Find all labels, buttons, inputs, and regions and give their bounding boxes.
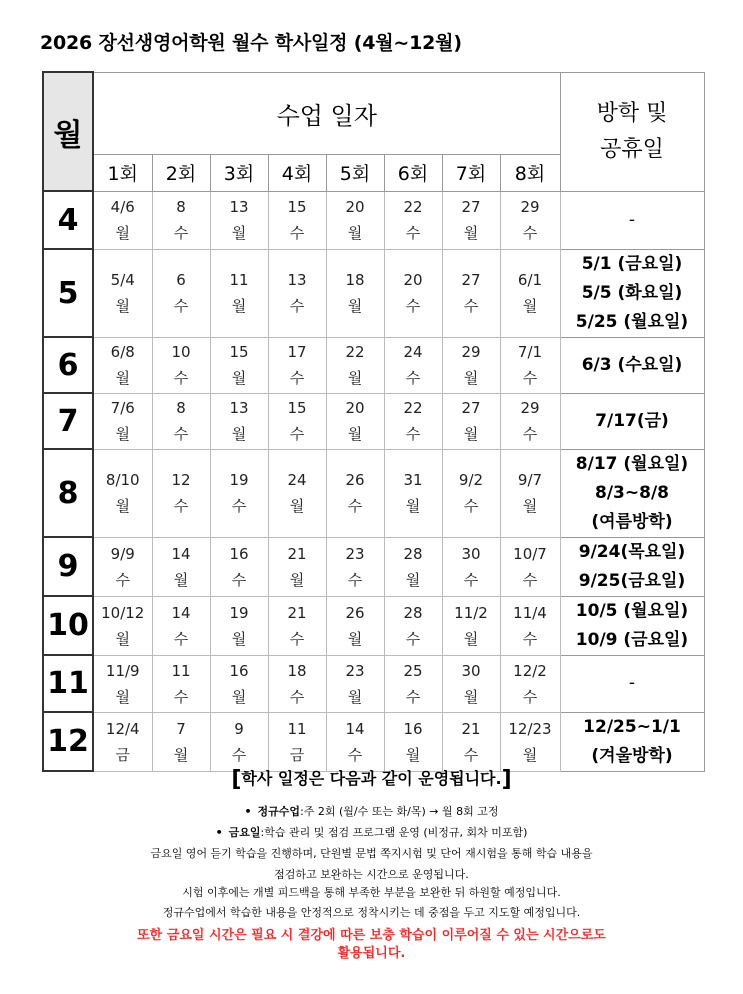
class-date-cell (442, 449, 500, 537)
class-weekday: 월 (231, 687, 247, 706)
class-weekday: 수 (463, 497, 479, 515)
holiday-entry: 10/5 (월요일) (575, 600, 689, 621)
class-date: 15 (287, 198, 307, 216)
class-weekday: 수 (231, 570, 247, 589)
bullet: • (215, 826, 223, 839)
holiday-entry: (겨울방학) (591, 745, 673, 766)
class-date: 4/6 (110, 198, 135, 216)
class-date-cell (268, 393, 326, 449)
class-date: 29 (520, 198, 540, 216)
class-date: 11 (171, 661, 191, 680)
class-date: 21 (461, 719, 481, 738)
class-date: 11 (229, 271, 249, 289)
class-date-cell (442, 596, 500, 655)
notes-heading-text: 학사 일정은 다음과 같이 운영됩니다. (241, 769, 502, 788)
class-date: 26 (345, 471, 365, 489)
class-date-cell (210, 449, 268, 537)
class-weekday: 수 (289, 687, 305, 706)
month-row (43, 191, 704, 249)
class-date-cell (152, 393, 210, 449)
friday-label: 금요일 (228, 826, 261, 839)
class-weekday: 수 (289, 369, 305, 387)
holiday-entry: 5/1 (금요일) (581, 253, 683, 274)
class-date-cell (500, 537, 560, 596)
class-weekday: 월 (231, 369, 247, 387)
holiday-entry: 12/25~1/1 (583, 716, 681, 737)
class-date-cell (210, 537, 268, 596)
holiday-entry: 9/24(목요일) (578, 541, 686, 562)
class-date-cell (268, 655, 326, 712)
class-date: 17 (287, 343, 307, 361)
class-date-cell (210, 337, 268, 393)
class-date: 7 (176, 719, 186, 738)
class-date: 16 (403, 719, 423, 738)
class-weekday: 수 (405, 297, 421, 315)
class-date: 7/1 (517, 343, 543, 361)
class-date: 20 (403, 271, 423, 289)
class-date: 26 (345, 603, 365, 622)
class-date-cell (152, 191, 210, 249)
holiday-entry: 8/17 (월요일) (575, 453, 689, 474)
class-date: 23 (345, 544, 365, 563)
class-date-cell (326, 191, 384, 249)
class-date: 30 (461, 661, 481, 680)
holiday-cell (560, 449, 704, 537)
class-date: 12/4 (105, 719, 140, 738)
class-weekday: 월 (347, 297, 363, 315)
class-date: 15 (287, 399, 307, 417)
class-weekday: 금 (289, 745, 305, 764)
class-date-cell (326, 596, 384, 655)
holiday-cell (560, 191, 704, 249)
class-date: 11 (287, 719, 307, 738)
note-line: 금요일 영어 듣기 학습을 진행하며, 단원별 문법 쪽지시험 및 단어 재시험을 통해 학습 내용을 (150, 847, 593, 860)
class-weekday: 수 (522, 425, 538, 443)
class-date: 12/23 (508, 719, 552, 738)
class-date-cell (93, 596, 152, 655)
month-cell: 12 (43, 712, 93, 771)
holiday-entry: - (628, 673, 636, 693)
class-date-cell (442, 393, 500, 449)
class-weekday: 월 (347, 687, 363, 706)
session-header-cell: 7회 (442, 154, 500, 191)
class-date-cell (93, 655, 152, 712)
holiday-cell (560, 596, 704, 655)
month-cell: 7 (43, 393, 93, 449)
class-weekday: 월 (115, 369, 130, 387)
holiday-entry: 5/5 (화요일) (581, 282, 683, 303)
friday-text: :학습 관리 및 점검 프로그램 운영 (비정규, 회차 미포함) (260, 826, 528, 839)
class-weekday: 수 (347, 497, 363, 515)
class-weekday: 월 (289, 497, 305, 515)
class-date: 6/8 (110, 343, 135, 361)
class-date-cell (93, 393, 152, 449)
session-header-cell: 6회 (384, 154, 442, 191)
class-date: 11/9 (105, 661, 140, 680)
note-line: 시험 이후에는 개별 피드백을 통해 부족한 부분을 보완한 뒤 하원할 예정입니다. (182, 886, 561, 899)
class-date-cell (152, 249, 210, 337)
note-line: 점검하고 보완하는 시간으로 운영됩니다. (274, 868, 469, 881)
class-date: 14 (345, 719, 365, 738)
month-row (43, 449, 704, 537)
class-date: 30 (461, 544, 481, 563)
class-date: 12 (171, 471, 191, 489)
holiday-cell (560, 249, 704, 337)
class-weekday: 수 (173, 297, 189, 315)
class-date-cell (210, 712, 268, 771)
class-date: 18 (287, 661, 307, 680)
holiday-entry: 9/25(금요일) (578, 570, 686, 591)
class-weekday: 수 (115, 570, 130, 589)
class-date-cell (500, 249, 560, 337)
session-header-cell: 8회 (500, 154, 560, 191)
class-date: 11/4 (513, 603, 547, 622)
class-date-cell (442, 337, 500, 393)
class-weekday: 월 (115, 297, 130, 315)
holiday-header (560, 72, 704, 191)
holiday-cell (560, 393, 704, 449)
session-header-cell: 4회 (268, 154, 326, 191)
class-date: 15 (229, 343, 249, 361)
class-date: 19 (229, 603, 249, 622)
class-weekday: 월 (463, 629, 479, 648)
class-date: 9/7 (517, 471, 543, 489)
class-weekday: 월 (231, 297, 247, 315)
class-date-cell (500, 596, 560, 655)
class-date-cell (326, 337, 384, 393)
class-date-cell (500, 337, 560, 393)
class-weekday: 수 (289, 297, 305, 315)
class-date-cell (93, 712, 152, 771)
class-weekday: 수 (522, 687, 538, 706)
holiday-header-line2: 공휴일 (600, 136, 664, 162)
class-date: 24 (403, 343, 423, 361)
class-date-cell (384, 655, 442, 712)
class-date: 8 (176, 399, 186, 417)
class-date-cell (326, 655, 384, 712)
class-weekday: 수 (289, 224, 305, 242)
class-date-cell (500, 712, 560, 771)
class-date-cell (384, 449, 442, 537)
regular-text: :주 2회 (월/수 또는 화/목) → 월 8회 고정 (300, 805, 499, 818)
notes-heading: [학사 일정은 다음과 같이 운영됩니다.] (231, 767, 512, 792)
class-date: 8 (176, 198, 186, 216)
class-date: 6/1 (517, 271, 543, 289)
class-date: 18 (345, 271, 365, 289)
month-cell: 4 (43, 191, 93, 249)
class-date-cell (268, 596, 326, 655)
class-weekday: 월 (463, 687, 479, 706)
class-date: 10 (171, 343, 191, 361)
class-date-cell (384, 249, 442, 337)
class-weekday: 수 (463, 297, 479, 315)
class-date: 28 (403, 544, 423, 563)
class-date: 6 (176, 271, 186, 289)
class-weekday: 월 (463, 224, 479, 242)
class-date-cell (326, 537, 384, 596)
class-weekday: 월 (115, 629, 130, 648)
class-dates-header: 수업 일자 (93, 72, 560, 154)
class-date: 13 (229, 399, 249, 417)
month-header: 월 (43, 72, 93, 191)
class-date: 14 (171, 544, 191, 563)
class-date: 31 (403, 471, 423, 489)
class-date: 16 (229, 661, 249, 680)
class-weekday: 월 (347, 224, 363, 242)
class-date-cell (442, 537, 500, 596)
class-weekday: 월 (347, 369, 363, 387)
month-cell: 8 (43, 449, 93, 537)
class-date-cell (152, 537, 210, 596)
class-weekday: 수 (231, 745, 247, 764)
note-regular (0, 803, 743, 819)
class-date: 7/6 (110, 399, 135, 417)
class-date-cell (210, 596, 268, 655)
month-row (43, 393, 704, 449)
class-date: 27 (461, 271, 481, 289)
class-date-cell (384, 393, 442, 449)
class-date-cell (210, 393, 268, 449)
holiday-entry: 5/25 (월요일) (575, 311, 689, 332)
class-weekday: 월 (231, 425, 247, 443)
class-weekday: 월 (289, 570, 305, 589)
class-weekday: 수 (522, 369, 538, 387)
class-weekday: 수 (405, 687, 421, 706)
class-date-cell (268, 712, 326, 771)
class-weekday: 수 (173, 425, 189, 443)
class-date-cell (500, 449, 560, 537)
class-date: 19 (229, 471, 249, 489)
class-weekday: 월 (115, 687, 130, 706)
month-row (43, 337, 704, 393)
class-date: 9/2 (458, 471, 484, 489)
class-date-cell (384, 537, 442, 596)
class-weekday: 수 (522, 570, 538, 589)
holiday-cell (560, 712, 704, 771)
class-date-cell (152, 596, 210, 655)
note-friday (0, 824, 743, 840)
class-weekday: 수 (173, 687, 189, 706)
class-weekday: 수 (173, 224, 189, 242)
class-date-cell (384, 337, 442, 393)
bullet: • (244, 805, 252, 818)
class-weekday: 수 (347, 570, 363, 589)
holiday-cell (560, 537, 704, 596)
class-weekday: 수 (173, 369, 189, 387)
page-title: 2026 장선생영어학원 월수 학사일정 (4월~12월) (40, 32, 462, 54)
class-date-cell (326, 249, 384, 337)
class-date-cell (152, 449, 210, 537)
class-weekday: 수 (405, 629, 421, 648)
class-weekday: 수 (405, 224, 421, 242)
class-weekday: 수 (405, 369, 421, 387)
month-cell: 11 (43, 655, 93, 712)
holiday-entry: 8/3~8/8 (595, 482, 669, 503)
class-date-cell (326, 449, 384, 537)
class-date-cell (268, 249, 326, 337)
month-cell: 10 (43, 596, 93, 655)
class-date-cell (442, 712, 500, 771)
month-cell: 5 (43, 249, 93, 337)
class-date-cell (93, 191, 152, 249)
class-weekday: 월 (231, 629, 247, 648)
class-date: 5/4 (110, 271, 135, 289)
class-weekday: 수 (289, 629, 305, 648)
class-date: 10/7 (513, 544, 547, 563)
class-date-cell (210, 655, 268, 712)
class-date-cell (93, 449, 152, 537)
month-cell: 6 (43, 337, 93, 393)
class-date: 20 (345, 399, 365, 417)
class-weekday: 월 (115, 224, 130, 242)
session-header-cell: 2회 (152, 154, 210, 191)
class-date: 27 (461, 399, 481, 417)
class-weekday: 월 (522, 497, 538, 515)
class-date: 27 (461, 198, 481, 216)
class-date-cell (152, 337, 210, 393)
class-date-cell (93, 337, 152, 393)
class-weekday: 수 (463, 570, 479, 589)
holiday-cell (560, 337, 704, 393)
class-weekday: 월 (347, 425, 363, 443)
class-date: 21 (287, 603, 307, 622)
holiday-cell (560, 655, 704, 712)
class-date-cell (442, 655, 500, 712)
holiday-entry: 6/3 (수요일) (581, 354, 683, 375)
class-date: 13 (229, 198, 249, 216)
holiday-header-line1: 방학 및 (596, 100, 668, 126)
session-header-cell: 1회 (93, 154, 152, 191)
class-date-cell (442, 249, 500, 337)
note-line: 정규수업에서 학습한 내용을 안정적으로 정착시키는 데 중점을 두고 지도할 예정입니다. (162, 906, 581, 919)
class-date: 23 (345, 661, 365, 680)
class-date: 9/9 (110, 544, 135, 563)
class-weekday: 월 (347, 629, 363, 648)
class-date-cell (326, 712, 384, 771)
class-date: 14 (171, 603, 191, 622)
class-date-cell (442, 191, 500, 249)
session-header-cell: 3회 (210, 154, 268, 191)
class-weekday: 수 (347, 745, 363, 764)
class-date-cell (210, 249, 268, 337)
note-red-line: 또한 금요일 시간은 필요 시 결강에 따른 보충 학습이 이루어질 수 있는 시간으로도 (137, 928, 606, 943)
class-weekday: 월 (405, 745, 421, 764)
class-weekday: 금 (115, 745, 130, 764)
class-weekday: 수 (463, 745, 479, 764)
holiday-entry: - (628, 209, 636, 230)
class-weekday: 월 (115, 497, 130, 515)
class-weekday: 월 (522, 745, 538, 764)
schedule-table (42, 71, 705, 772)
class-date: 20 (345, 198, 365, 216)
class-date-cell (210, 191, 268, 249)
class-weekday: 수 (173, 497, 189, 515)
regular-label: 정규수업 (257, 805, 301, 818)
class-date-cell (500, 191, 560, 249)
class-date-cell (268, 537, 326, 596)
month-row (43, 537, 704, 596)
class-date: 13 (287, 271, 307, 289)
class-weekday: 월 (231, 224, 247, 242)
month-row (43, 712, 704, 771)
class-date-cell (500, 393, 560, 449)
class-date: 8/10 (105, 471, 140, 489)
class-weekday: 월 (173, 745, 189, 764)
class-date: 22 (403, 399, 423, 417)
holiday-entry: 7/17(금) (595, 410, 669, 431)
class-date-cell (384, 596, 442, 655)
class-date: 9 (234, 719, 244, 738)
class-date-cell (268, 449, 326, 537)
class-weekday: 월 (173, 570, 189, 589)
class-date: 11/2 (454, 603, 488, 622)
session-header-cell: 5회 (326, 154, 384, 191)
class-date: 24 (287, 471, 307, 489)
class-date-cell (152, 712, 210, 771)
holiday-entry: (여름방학) (591, 511, 673, 532)
class-date-cell (93, 249, 152, 337)
class-date: 29 (461, 343, 481, 361)
class-weekday: 수 (522, 224, 538, 242)
class-date: 16 (229, 544, 249, 563)
class-date-cell (268, 191, 326, 249)
class-date: 12/2 (513, 661, 547, 680)
class-date-cell (152, 655, 210, 712)
holiday-entry: 10/9 (금요일) (575, 629, 689, 650)
class-date-cell (384, 191, 442, 249)
class-date-cell (384, 712, 442, 771)
class-date: 28 (403, 603, 423, 622)
class-weekday: 수 (289, 425, 305, 443)
class-weekday: 수 (405, 425, 421, 443)
class-weekday: 수 (173, 629, 189, 648)
class-date: 25 (403, 661, 423, 680)
class-weekday: 월 (405, 570, 421, 589)
class-weekday: 수 (522, 629, 538, 648)
class-weekday: 수 (231, 497, 247, 515)
class-date-cell (93, 537, 152, 596)
class-date-cell (326, 393, 384, 449)
class-date: 29 (520, 399, 540, 417)
schedule-body (43, 191, 704, 771)
class-weekday: 월 (463, 369, 479, 387)
month-row (43, 655, 704, 712)
class-date: 22 (403, 198, 423, 216)
note-red-line: 활용됩니다. (337, 946, 406, 961)
month-cell: 9 (43, 537, 93, 596)
class-weekday: 월 (405, 497, 421, 515)
class-date-cell (268, 337, 326, 393)
class-date: 22 (345, 343, 365, 361)
month-row (43, 249, 704, 337)
class-weekday: 월 (522, 297, 538, 315)
month-row (43, 596, 704, 655)
class-date: 10/12 (101, 603, 145, 622)
class-weekday: 월 (463, 425, 479, 443)
class-weekday: 월 (115, 425, 130, 443)
class-date-cell (500, 655, 560, 712)
class-date: 21 (287, 544, 307, 563)
